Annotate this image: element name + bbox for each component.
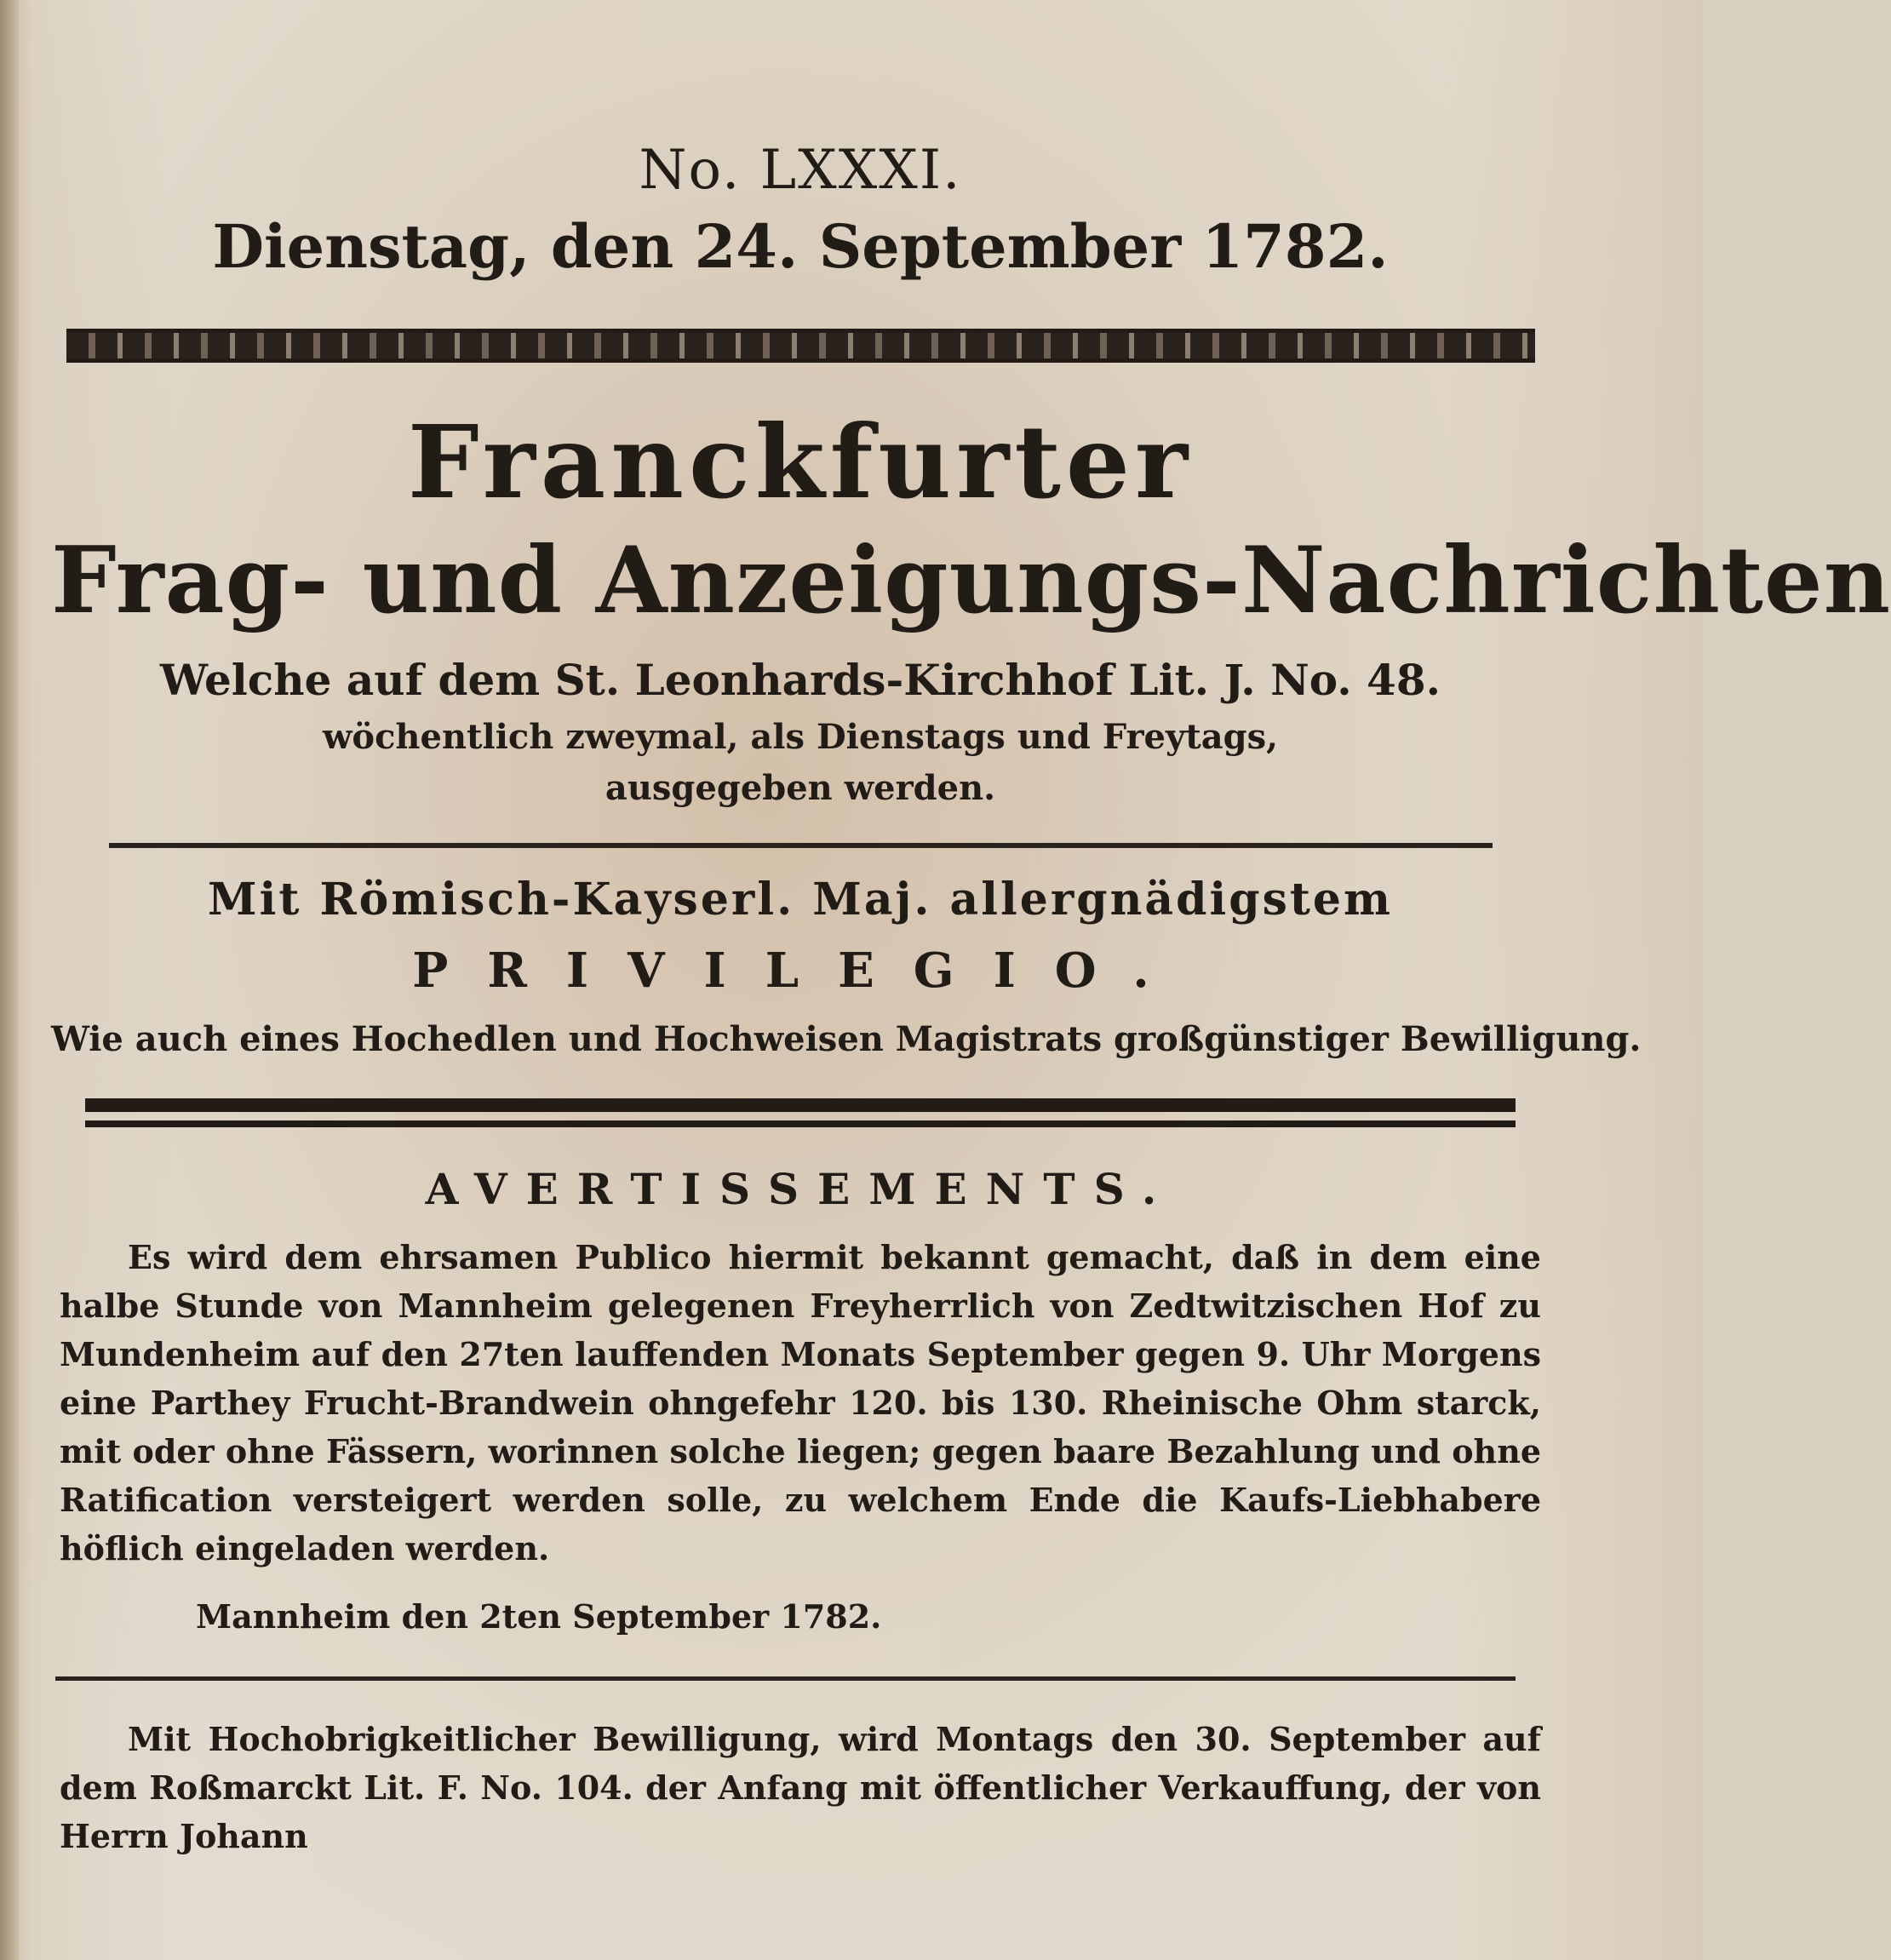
advert-divider: [55, 1676, 1516, 1681]
divider-rule: [109, 843, 1493, 848]
ornamental-rule: [66, 329, 1535, 363]
privilege-line3: Wie auch eines Hochedlen und Hochweisen Magistrats großgünstiger Bewilligung.: [51, 1019, 1642, 1059]
masthead-subtitle-line3: ausgegeben werden.: [605, 768, 996, 808]
page-content: [51, 136, 1891, 1860]
double-rule-thick: [85, 1098, 1516, 1112]
masthead-title-line1: Franckfurter: [407, 403, 1194, 521]
masthead-subtitle-line1: Welche auf dem St. Leonhards-Kirchhof Lit. J. No. 48.: [159, 655, 1441, 705]
advert-body: Es wird dem ehrsamen Publico hiermit bekannt gemacht, daß in dem eine halbe Stunde von Mannheim gelegenen Freyherrlich von Zedtwitzischen Hof zu Mundenheim auf den 27ten lauffenden Monats September gegen 9. Uhr Morgens eine Parthey Frucht-Brandwein ohngefehr 120. bis 130. Rheinische Ohm starck, mit oder ohne Fässern, worinnen solche liegen; gegen baare Bezahlung und ohne Ratification versteigert werden solle, zu welchem Ende die Kaufs-Liebhabere höflich eingeladen werden.: [60, 1238, 1541, 1567]
double-rule: [85, 1098, 1516, 1127]
advert-place-date: Mannheim den 2ten September 1782.: [196, 1597, 882, 1636]
masthead-title-line2: Frag- und Anzeigungs-Nachrichten: [51, 527, 1891, 634]
issue-number: No. LXXXI.: [639, 139, 962, 202]
privilege-line1: Mit Römisch-Kayserl. Maj. allergnädigstem: [208, 874, 1393, 926]
section-heading: AVERTISSEMENTS.: [425, 1164, 1176, 1214]
privilege-line2: PRIVILEGIO.: [412, 943, 1189, 999]
masthead-subtitle-line2: wöchentlich zweymal, als Dienstags und Freytags,: [322, 717, 1279, 757]
advert2-body: Mit Hochobrigkeitlicher Bewilligung, wird Montags den 30. September auf dem Roßmarckt Lit. F. No. 104. der Anfang mit öffentlicher Verkauffung, der von Herrn Johann: [60, 1720, 1541, 1855]
issue-date: Dienstag, den 24. September 1782.: [212, 211, 1389, 282]
double-rule-thin: [85, 1120, 1516, 1127]
page-gutter: [0, 0, 19, 1960]
